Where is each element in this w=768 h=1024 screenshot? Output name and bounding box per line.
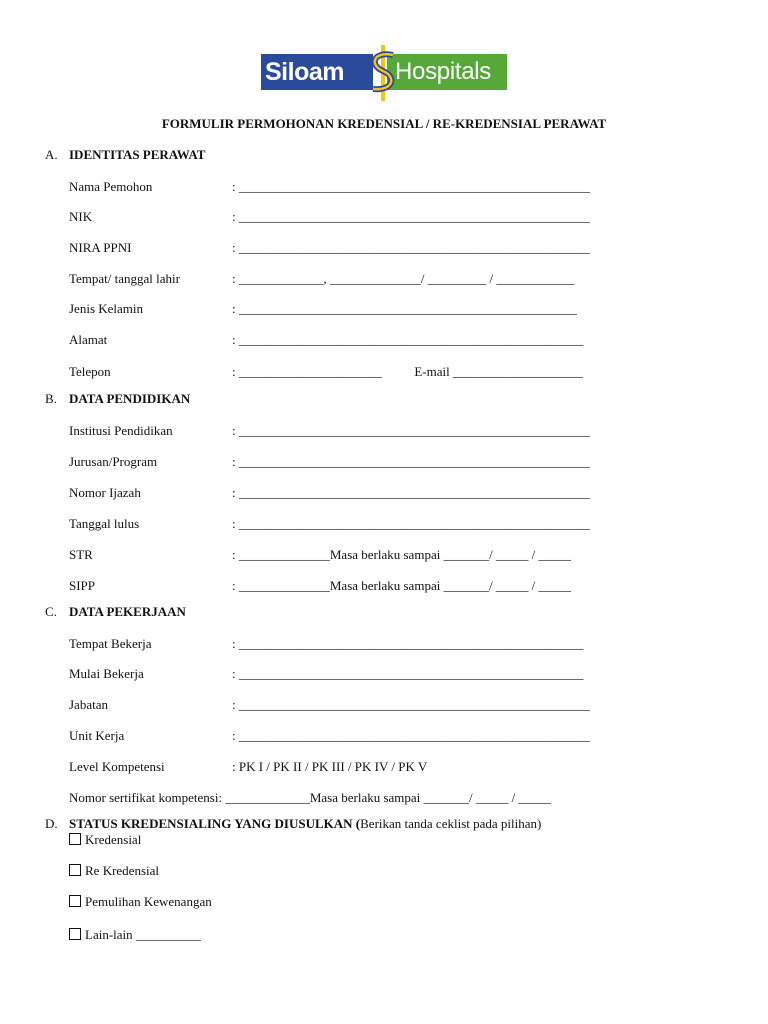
field-tanggal-lulus[interactable]: : ______________________________________________________ xyxy=(232,516,590,531)
option-lain-lain[interactable] xyxy=(69,927,201,943)
field-label-jurusan-program: Jurusan/Program xyxy=(69,454,158,469)
option-pemulihan-kewenangan-label: Pemulihan Kewenangan xyxy=(85,894,212,909)
field-label-nik: NIK xyxy=(69,209,93,224)
form-title: FORMULIR PERMOHONAN KREDENSIAL / RE-KREDENSIAL PERAWAT xyxy=(161,116,607,131)
section-d-note: Berikan tanda ceklist pada pilihan) xyxy=(360,816,542,831)
section-a-title: IDENTITAS PERAWAT xyxy=(69,147,206,162)
field-label-mulai-bekerja: Mulai Bekerja xyxy=(69,666,144,681)
logo-text-siloam: Siloam xyxy=(265,58,344,86)
section-c-letter: C. xyxy=(45,604,57,619)
field-label-sipp: SIPP xyxy=(69,578,96,593)
field-tempat-tanggal-lahir[interactable]: : _____________, ______________/ _________ / ____________ xyxy=(232,271,575,286)
field-label-nomor-ijazah: Nomor Ijazah xyxy=(69,485,141,500)
field-label-unit-kerja: Unit Kerja xyxy=(69,728,125,743)
field-nama-pemohon[interactable]: : ______________________________________________________ xyxy=(232,179,590,194)
field-str[interactable]: : ______________Masa berlaku sampai _______/ _____ / _____ xyxy=(232,547,572,562)
checkbox-pemulihan-kewenangan[interactable] xyxy=(69,895,81,907)
section-b-title: DATA PENDIDIKAN xyxy=(69,391,191,406)
field-institusi-pendidikan[interactable]: : ______________________________________________________ xyxy=(232,423,590,438)
section-b-letter: B. xyxy=(45,391,57,406)
field-label-nama-pemohon: Nama Pemohon xyxy=(69,179,153,194)
field-label-telepon: Telepon xyxy=(69,364,111,379)
field-tempat-bekerja[interactable]: : _____________________________________________________ xyxy=(232,636,584,651)
option-re-kredensial[interactable] xyxy=(69,863,159,879)
section-d-letter: D. xyxy=(45,816,58,831)
field-jurusan-program[interactable]: : ______________________________________________________ xyxy=(232,454,590,469)
siloam-hospitals-logo xyxy=(261,47,507,97)
option-lain-lain-label: Lain-lain __________ xyxy=(85,927,201,942)
checkbox-re-kredensial[interactable] xyxy=(69,864,81,876)
field-label-tanggal-lulus: Tanggal lulus xyxy=(69,516,140,531)
field-jenis-kelamin[interactable]: : ____________________________________________________ xyxy=(232,301,577,316)
section-d-title xyxy=(69,816,541,832)
field-label-institusi-pendidikan: Institusi Pendidikan xyxy=(69,423,173,438)
field-alamat[interactable]: : _____________________________________________________ xyxy=(232,332,584,347)
caduceus-icon xyxy=(363,45,403,101)
field-telepon-email[interactable]: : ______________________ E-mail ____________________ xyxy=(232,364,583,379)
field-label-nira-ppni: NIRA PPNI xyxy=(69,240,132,255)
section-c-title: DATA PEKERJAAN xyxy=(69,604,186,619)
section-d-title-text: STATUS KREDENSIALING YANG DIUSULKAN ( xyxy=(69,816,361,831)
field-label-tempat-tanggal-lahir: Tempat/ tanggal lahir xyxy=(69,271,180,286)
field-sipp[interactable]: : ______________Masa berlaku sampai _______/ _____ / _____ xyxy=(232,578,572,593)
field-label-tempat-bekerja: Tempat Bekerja xyxy=(69,636,152,651)
field-label-jabatan: Jabatan xyxy=(69,697,108,712)
field-nik[interactable]: : ______________________________________________________ xyxy=(232,209,590,224)
checkbox-kredensial[interactable] xyxy=(69,833,81,845)
option-kredensial-label: Kredensial xyxy=(85,832,142,847)
field-nira-ppni[interactable]: : ______________________________________________________ xyxy=(232,240,590,255)
field-label-jenis-kelamin: Jenis Kelamin xyxy=(69,301,144,316)
field-label-str: STR xyxy=(69,547,93,562)
field-jabatan[interactable]: : ______________________________________________________ xyxy=(232,697,590,712)
field-label-alamat: Alamat xyxy=(69,332,108,347)
field-level-kompetensi[interactable]: : PK I / PK II / PK III / PK IV / PK V xyxy=(232,759,428,774)
field-mulai-bekerja[interactable]: : _____________________________________________________ xyxy=(232,666,584,681)
option-re-kredensial-label: Re Kredensial xyxy=(85,863,160,878)
field-unit-kerja[interactable]: : ______________________________________________________ xyxy=(232,728,590,743)
field-label-level-kompetensi: Level Kompetensi xyxy=(69,759,165,774)
checkbox-lain-lain[interactable] xyxy=(69,928,81,940)
field-nomor-sertifikat-kompetensi[interactable]: Nomor sertifikat kompetensi: _____________Masa berlaku sampai _______/ _____ / _____ xyxy=(69,790,552,805)
option-pemulihan-kewenangan[interactable] xyxy=(69,894,212,910)
option-kredensial[interactable] xyxy=(69,832,141,848)
field-nomor-ijazah[interactable]: : ______________________________________________________ xyxy=(232,485,590,500)
logo-text-hospitals: Hospitals xyxy=(395,58,492,85)
section-a-letter: A. xyxy=(45,147,58,162)
